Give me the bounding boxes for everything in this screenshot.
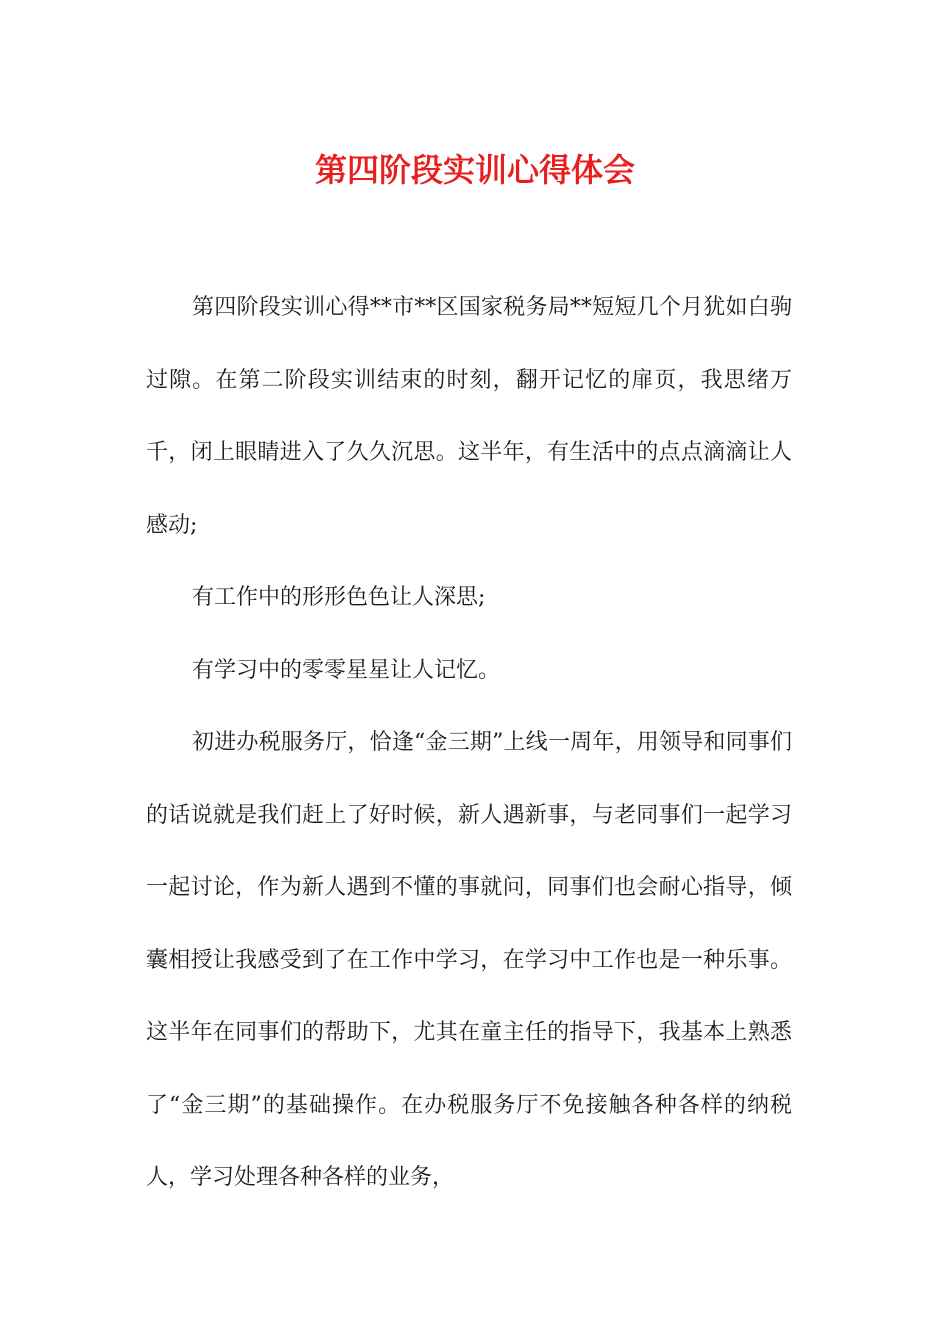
paragraph: 初进办税服务厅，恰逢“金三期”上线一周年，用领导和同事们的话说就是我们赶上了好时候，新人遇新事，与老同事们一起学习一起讨论，作为新人遇到不懂的事就问，同事们也会耐心指导，倾囊相授让我感受到了在工作中学习，在学习中工作也是一种乐事。这半年在同事们的帮助下，尤其在童主任的指导下，我基本上熟悉了“金三期”的基础操作。在办税服务厅不免接触各种各样的纳税人，学习处理各种各样的业务，: [146, 730, 792, 1190]
paragraph: 第四阶段实训心得**市**区国家税务局**短短几个月犹如白驹过隙。在第二阶段实训结束的时刻，翻开记忆的扉页，我思绪万千，闭上眼睛进入了久久沉思。这半年，有生活中的点点滴滴让人感动;: [146, 295, 792, 538]
paragraph: 有工作中的形形色色让人深思;: [192, 585, 486, 610]
document-title: 第四阶段实训心得体会: [314, 151, 635, 189]
paragraph: 有学习中的零零星星让人记忆。: [192, 657, 501, 683]
document-body: [146, 272, 792, 1215]
